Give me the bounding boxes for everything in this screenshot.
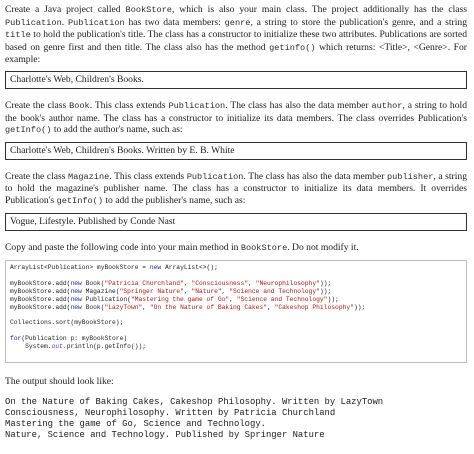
example-box-book bbox=[5, 142, 467, 160]
code-bookstore: BookStore bbox=[125, 5, 172, 15]
code-author: author bbox=[371, 100, 403, 111]
code-line-println: System.out.println(p.getInfo()); bbox=[10, 343, 147, 351]
intro-text: has two data members: bbox=[124, 16, 225, 28]
book-text: , a string to hold the book's author name. The class has a constructor to initialize its data members. The class overrides Publication's bbox=[5, 99, 467, 124]
output-line: On the Nature of Baking Cakes, Cakeshop Philosophy. Written by LazyTown bbox=[5, 396, 384, 407]
code-publication: Publication bbox=[186, 171, 244, 182]
copy-text: Copy and paste the following code into your main method in bbox=[5, 241, 241, 253]
copy-text: . Do not modify it. bbox=[287, 241, 359, 253]
code-getinfo: getInfo() bbox=[5, 125, 52, 136]
code-magazine: Magazine bbox=[68, 171, 110, 182]
book-text: to add the author's name, such as: bbox=[51, 124, 183, 136]
example-box-publication bbox=[5, 71, 467, 89]
code-book: Book bbox=[69, 100, 90, 111]
output-line: Mastering the game of Go, Science and Technology. bbox=[5, 418, 266, 429]
code-getinfo: getinfo() bbox=[269, 42, 316, 53]
magazine-text: to add the publisher's name, such as: bbox=[102, 194, 246, 206]
example-text: Charlotte's Web, Children's Books. Written by E. B. White bbox=[10, 144, 235, 156]
magazine-text: Create the class bbox=[5, 170, 69, 182]
book-text: Create the class bbox=[5, 99, 70, 111]
intro-text: . bbox=[61, 16, 68, 28]
intro-text: Create a Java project called bbox=[5, 4, 126, 15]
code-line-sort: Collections.sort(myBookStore); bbox=[10, 319, 124, 327]
magazine-paragraph bbox=[5, 171, 467, 208]
code-genre: genre bbox=[224, 17, 251, 28]
code-bookstore: BookStore bbox=[240, 242, 288, 253]
intro-paragraph bbox=[5, 4, 467, 66]
book-text: . This class extends bbox=[89, 99, 169, 111]
code-line-add-2: myBookStore.add(new Magazine("Springer Nature", "Nature", "Science and Technology")); bbox=[10, 287, 332, 295]
code-publisher: publisher bbox=[386, 171, 434, 182]
code-title: title bbox=[5, 30, 31, 41]
intro-text: , a string to store the publication's genre, and a string bbox=[250, 16, 468, 28]
code-publication: Publication bbox=[67, 17, 125, 28]
document-page bbox=[5, 4, 467, 441]
book-paragraph bbox=[5, 100, 467, 137]
book-text: . The class has also the data member bbox=[225, 99, 372, 111]
example-text: Charlotte's Web, Children's Books. bbox=[10, 73, 144, 85]
intro-text: , which is also your main class. The project additionally has the class bbox=[171, 4, 467, 15]
code-getinfo: getInfo() bbox=[56, 195, 103, 206]
output-line: Nature, Science and Technology. Published by Springer Nature bbox=[5, 429, 325, 440]
output-line: Consciousness, Neurophilosophy. Written by Patricia Churchland bbox=[5, 407, 336, 418]
expected-output bbox=[5, 397, 467, 441]
example-text: Vogue, Lifestyle. Published by Conde Nast bbox=[10, 215, 176, 227]
magazine-text: . The class has also the data member bbox=[243, 170, 387, 182]
code-block[interactable] bbox=[5, 260, 467, 363]
copy-instruction bbox=[5, 242, 467, 255]
output-label: The output should look like: bbox=[5, 376, 114, 387]
code-line-declaration: ArrayList<Publication> myBookStore = new ArrayList<>(); bbox=[10, 264, 218, 272]
magazine-text: . This class extends bbox=[109, 170, 187, 182]
code-line-add-4: myBookStore.add(new Book("LazyTown", "On the Nature of Baking Cakes", "Cakeshop Philosophy")); bbox=[10, 303, 366, 311]
code-publication: Publication bbox=[168, 100, 226, 111]
code-line-add-1: myBookStore.add(new Book("Patricia Churchland", "Consciousness", "Neurophilosophy")); bbox=[10, 279, 332, 287]
intro-text: to hold the publication's title. The class has a constructor to initialize these two attributes. Publications are sorted based on genre first and then title. The class also has the method bbox=[5, 29, 467, 53]
magazine-text: , a string to hold the magazine's publisher name. The class has a constructor to initialize its data members. It overrides Publication's bbox=[5, 170, 467, 206]
code-publication: Publication bbox=[5, 17, 62, 28]
code-line-for: for(Publication p: myBookStore) bbox=[10, 335, 128, 343]
example-box-magazine bbox=[5, 213, 467, 231]
intro-text: which returns: <Title>, <Genre>. For example: bbox=[5, 41, 467, 66]
code-line-add-3: myBookStore.add(new Publication("Mastering the game of Go", "Science and Technology")); bbox=[10, 295, 339, 303]
